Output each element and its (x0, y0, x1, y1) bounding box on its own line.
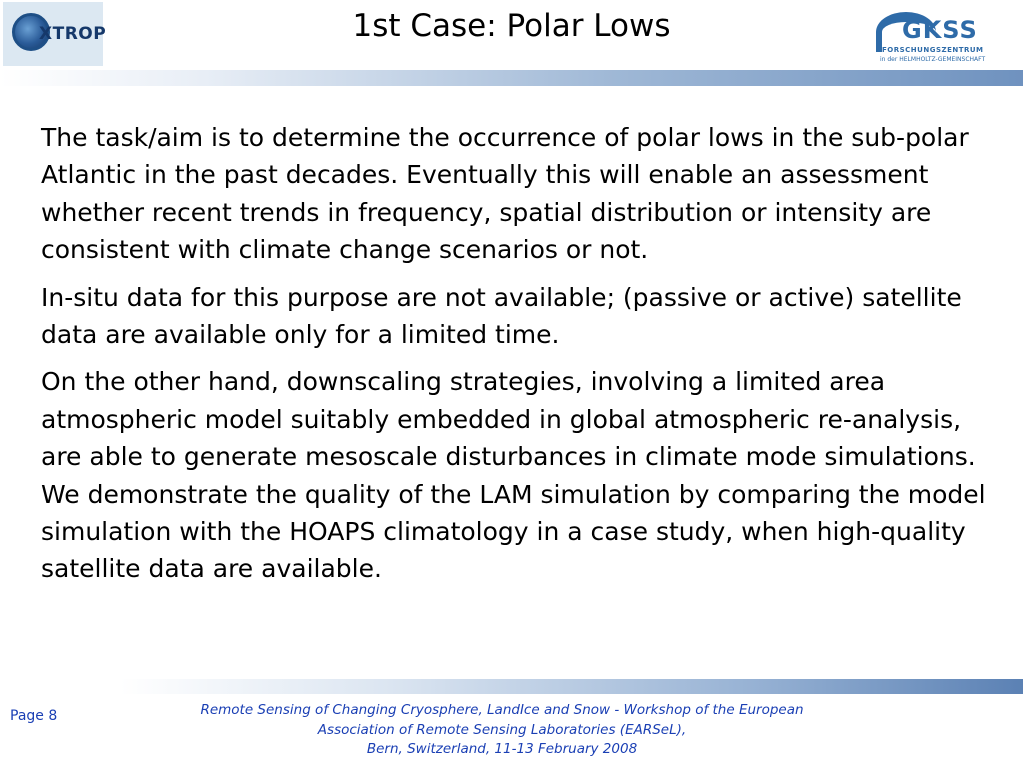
gkss-logo-text: GKSS (902, 16, 978, 44)
paragraph-task: The task/aim is to determine the occurrence of polar lows in the sub-polar Atlantic in the past decades. Eventually this will enable an assessment whether recent trends in frequency, spatial distribution or intensity are consistent with climate change scenarios or not. (41, 123, 969, 265)
page-number: Page 8 (10, 708, 58, 724)
slide-title: 1st Case: Polar Lows (352, 8, 671, 44)
footer-divider-bar (120, 679, 1023, 694)
footer-text (150, 701, 854, 760)
header-divider-bar (0, 70, 1023, 86)
extrop-logo-text: XTROP (39, 24, 107, 44)
footer-line: Association of Remote Sensing Laboratories (EARSeL), (317, 721, 687, 738)
footer-line: Remote Sensing of Changing Cryosphere, LandIce and Snow - Workshop of the European (200, 702, 804, 718)
slide-body (41, 119, 986, 598)
gkss-logo-subtitle-2: in der HELMHOLTZ-GEMEINSCHAFT (880, 56, 986, 63)
gkss-logo-subtitle: FORSCHUNGSZENTRUM (882, 46, 984, 54)
footer-line: Bern, Switzerland, 11-13 February 2008 (366, 741, 638, 757)
gkss-logo (872, 8, 992, 66)
paragraph-insitu: In-situ data for this purpose are not available; (passive or active) satellite data are available only for a limited time. (41, 282, 962, 350)
paragraph-downscaling: On the other hand, downscaling strategies, involving a limited area atmospheric model suitably embedded in global atmospheric re-analysis, are able to generate mesoscale disturbances in climate mode simulations. We demonstrate the quality of the LAM simulation by comparing the model simulation with the HOAPS climatology in a case study, when high-quality satellite data are available. (41, 367, 986, 584)
